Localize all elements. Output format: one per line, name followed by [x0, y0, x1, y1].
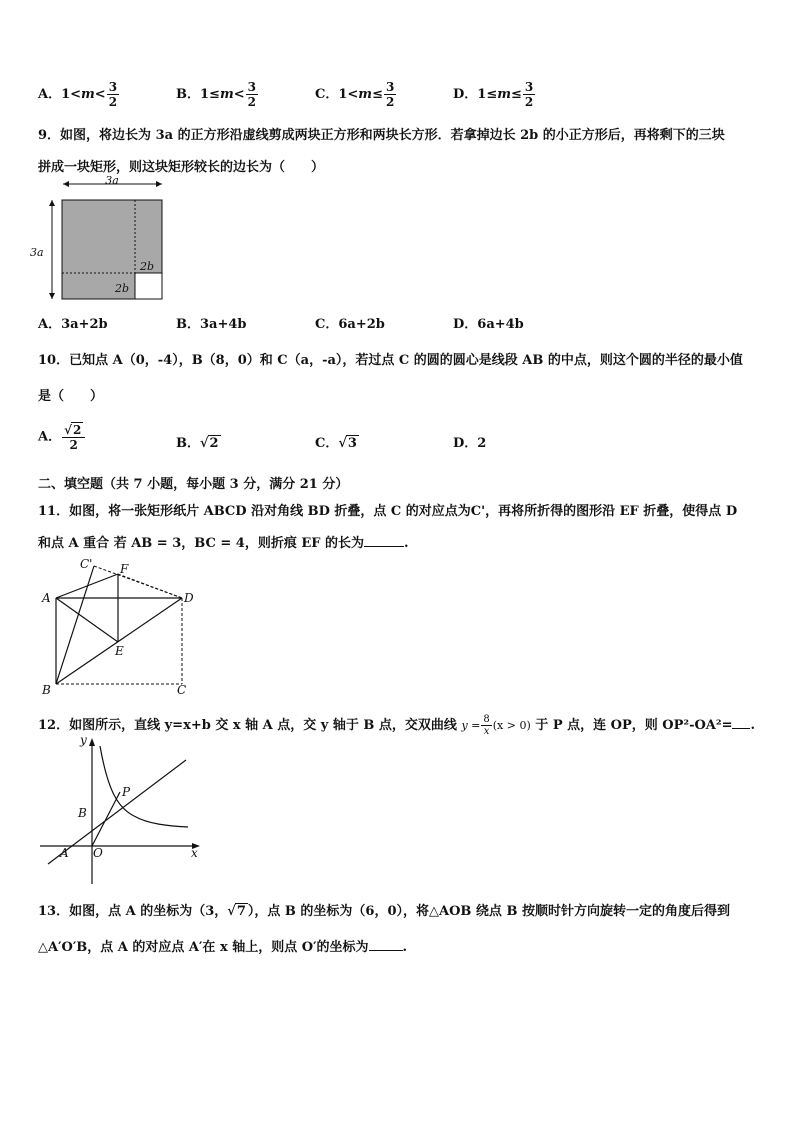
- answer-blank[interactable]: [369, 950, 403, 951]
- label-c-prime: C': [80, 557, 93, 571]
- q11-figure: [36, 554, 206, 699]
- q9-option-c: C．6a+2b: [315, 317, 385, 332]
- q9-option-d: D．6a+4b: [453, 317, 524, 332]
- label-b: B: [42, 683, 51, 697]
- q9-option-a: A．3a+2b: [38, 317, 108, 332]
- q9-text-line1: 9．如图，将边长为 3a 的正方形沿虚线剪成两块正方形和两块长方形．若拿掉边长 2b 的小正方形后，再将剩下的三块: [38, 128, 725, 143]
- q9-top-label: 3a: [105, 176, 119, 187]
- label-f: F: [120, 562, 129, 576]
- q11-text-line1: 11．如图，将一张矩形纸片 ABCD 沿对角线 BD 折叠，点 C 的对应点为C'，再将所折得的图形沿 EF 折叠，使得点 D: [38, 504, 738, 519]
- answer-blank[interactable]: [364, 546, 404, 547]
- label-o: O: [93, 846, 103, 860]
- label-e: E: [115, 644, 124, 658]
- q9-left-label: 3a: [30, 246, 44, 259]
- label-y: y: [80, 736, 87, 747]
- label-p: P: [122, 785, 131, 799]
- q10-option-b: B．√2: [176, 436, 219, 451]
- q8-option-c: C．1<m≤ $\frac{3}{2}$: [315, 80, 395, 109]
- q10-text-line2: 是（ ）: [38, 389, 104, 404]
- q10-option-d: D．2: [453, 436, 487, 451]
- label-b: B: [78, 806, 87, 820]
- q8-option-a: A．1<m< $\frac{3}{2}$: [38, 80, 118, 109]
- label-d: D: [184, 591, 194, 605]
- q9-figure: [30, 176, 180, 306]
- q13-text-line1: 13．如图，点 A 的坐标为（3，√7 ），点 B 的坐标为（6，0），将△AOB 绕点 B 按顺时针方向旋转一定的角度后得到: [38, 904, 730, 919]
- section-heading: 二、填空题（共 7 小题，每小题 3 分，满分 21 分）: [38, 477, 349, 492]
- label-x: x: [191, 846, 198, 860]
- q10-option-a: A． $\frac{√2}{2}$: [38, 422, 86, 452]
- q13-text-line2: △A′O′B，点 A 的对应点 A′在 x 轴上，则点 O′的坐标为 .: [38, 940, 408, 955]
- label-a: A: [60, 846, 69, 860]
- q9-option-b: B．3a+4b: [176, 317, 247, 332]
- q10-text-line1: 10．已知点 A（0，-4），B（8，0）和 C（a，-a），若过点 C 的圆的圆心是线段 AB 的中点，则这个圆的半径的最小值: [38, 353, 743, 368]
- q9-inner-label-1: 2b: [140, 260, 155, 273]
- q8-option-b: B．1≤m< $\frac{3}{2}$: [176, 80, 256, 109]
- q12-text: 12．如图所示，直线 y=x+b 交 x 轴 A 点，交 y 轴于 B 点，交双曲线 y = $\frac{8}{x}$ (x > 0) 于 P 点，连 OP，则 OP²-OA²= .: [38, 714, 755, 737]
- q10-option-c: C．√3: [315, 436, 357, 451]
- q9-text-line2: 拼成一块矩形，则这块矩形较长的边长为（ ）: [38, 160, 325, 175]
- label-a: A: [42, 591, 51, 605]
- q12-figure: [38, 736, 203, 886]
- q9-inner-label-2: 2b: [115, 282, 130, 295]
- q11-text-line2: 和点 A 重合 若 AB = 3，BC = 4，则折痕 EF 的长为 .: [38, 536, 409, 551]
- q8-option-d: D．1≤m≤ $\frac{3}{2}$: [453, 80, 534, 109]
- answer-blank[interactable]: [732, 728, 750, 729]
- label-c: C: [177, 683, 187, 697]
